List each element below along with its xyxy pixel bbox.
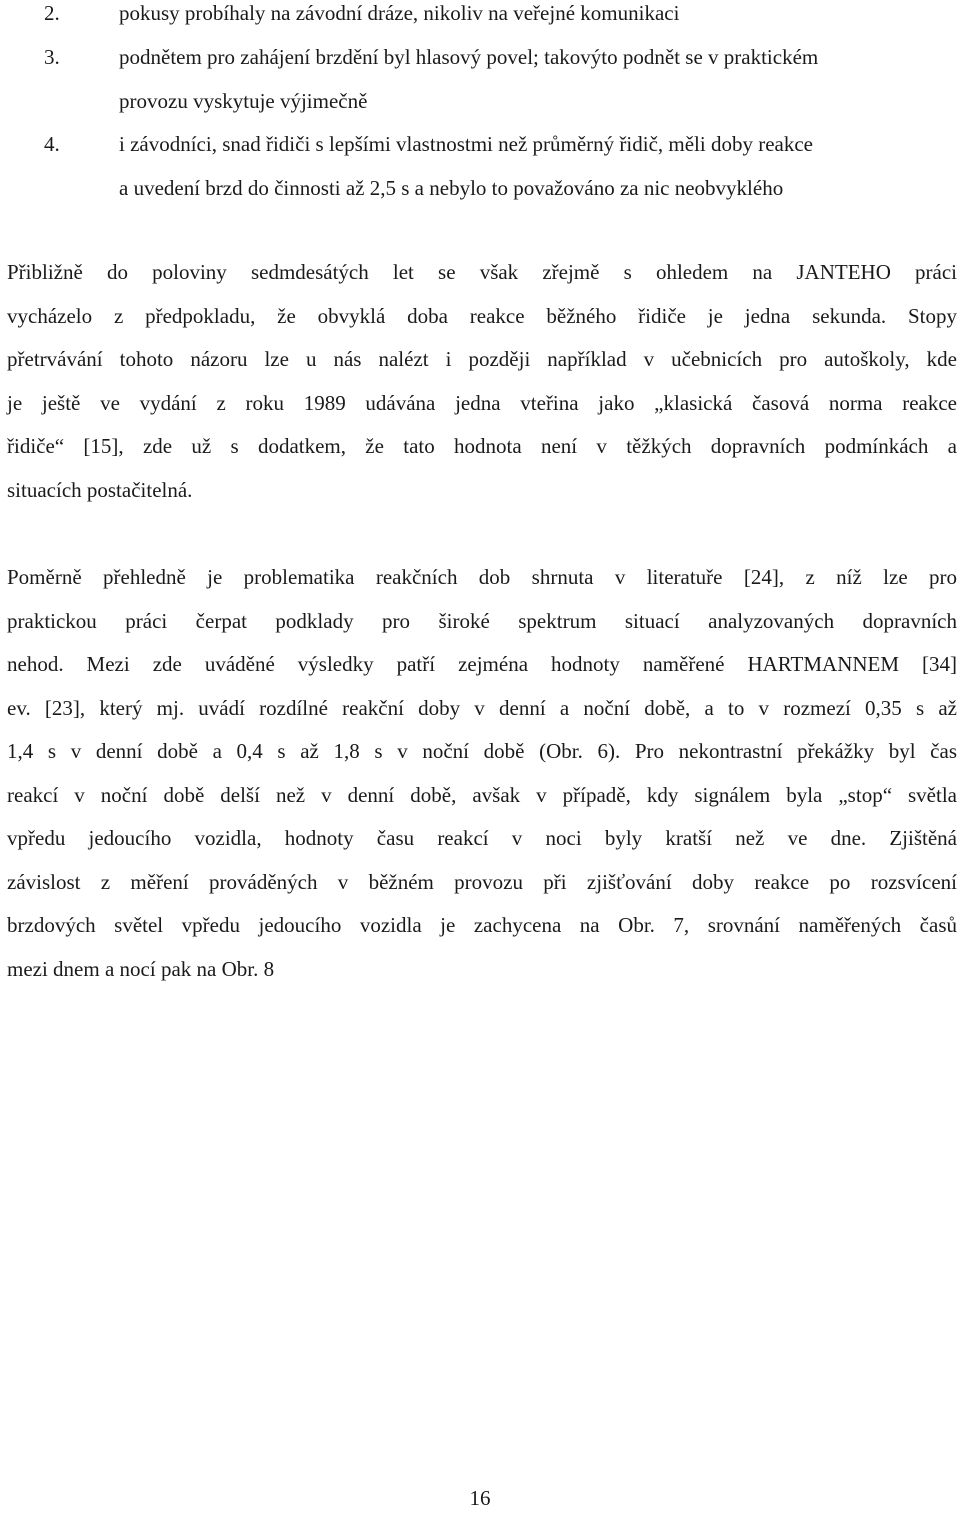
page-number: 16 [469,1486,491,1510]
paragraph-line: ev. [23], který mj. uvádí rozdílné reakční doby v denní a noční době, a to v rozmezí 0,35 s až [7,695,957,720]
paragraph-line: brzdových světel vpředu jedoucího vozidla je zachycena na Obr. 7, srovnání naměřených časů [7,913,957,937]
paragraph-line: Přibližně do poloviny sedmdesátých let se však zřejmě s ohledem na JANTEHO práci [7,260,957,284]
list-line: i závodníci, snad řidiči s lepšími vlastnostmi než průměrný řidič, měli doby reakce [119,132,813,156]
paragraph-line: je ještě ve vydání z roku 1989 udávána jedna vteřina jako „klasická časová norma reakce [7,390,957,415]
paragraph-line: vpředu jedoucího vozidla, hodnoty času reakcí v noci byly kratší než ve dne. Zjištěná [7,826,957,850]
paragraph-literature-summary [7,556,957,991]
list-number: 3. [44,45,60,69]
list-line: provozu vyskytuje výjimečně [119,89,368,113]
list-number: 4. [44,132,60,156]
paragraph-line: přetrvávání tohoto názoru lze u nás nalézt i později například v učebnicích pro autoškoly, kde [7,347,957,371]
paragraph-reaction-time-history [7,251,957,512]
list-line: podnětem pro zahájení brzdění byl hlasový povel; takovýto podnět se v praktickém [119,45,819,69]
paragraph-line: vycházelo z předpokladu, že obvyklá doba reakce běžného řidiče je jedna sekunda. Stopy [7,303,957,328]
paragraph-line: praktickou práci čerpat podklady pro široké spektrum situací analyzovaných dopravních [7,608,957,633]
list-text [119,0,960,35]
list-line: pokusy probíhaly na závodní dráze, nikoliv na veřejné komunikaci [119,1,680,25]
list-number: 2. [44,1,60,25]
paragraph-line: řidiče“ [15], zde už s dodatkem, že tato hodnota není v těžkých dopravních podmínkách a [7,434,957,458]
paragraph-line: nehod. Mezi zde uváděné výsledky patří zejména hodnoty naměřené HARTMANNEM [34] [7,652,957,676]
list-text [119,35,960,123]
paragraph-line: mezi dnem a nocí pak na Obr. 8 [7,956,275,981]
list-text [119,122,960,210]
list-line: a uvedení brzd do činnosti až 2,5 s a nebylo to považováno za nic neobvyklého [119,176,784,200]
paragraph-line: situacích postačitelná. [7,477,193,502]
paragraph-line: reakcí v noční době delší než v denní době, avšak v případě, kdy signálem byla „stop“ světla [7,782,957,807]
paragraph-line: 1,4 s v denní době a 0,4 s až 1,8 s v noční době (Obr. 6). Pro nekontrastní překážky byl čas [7,739,957,763]
paragraph-line: závislost z měření prováděných v běžném provozu při zjišťování doby reakce po rozsvícení [7,869,957,894]
paragraph-line: Poměrně přehledně je problematika reakčních dob shrnuta v literatuře [24], z níž lze pro [7,565,957,589]
